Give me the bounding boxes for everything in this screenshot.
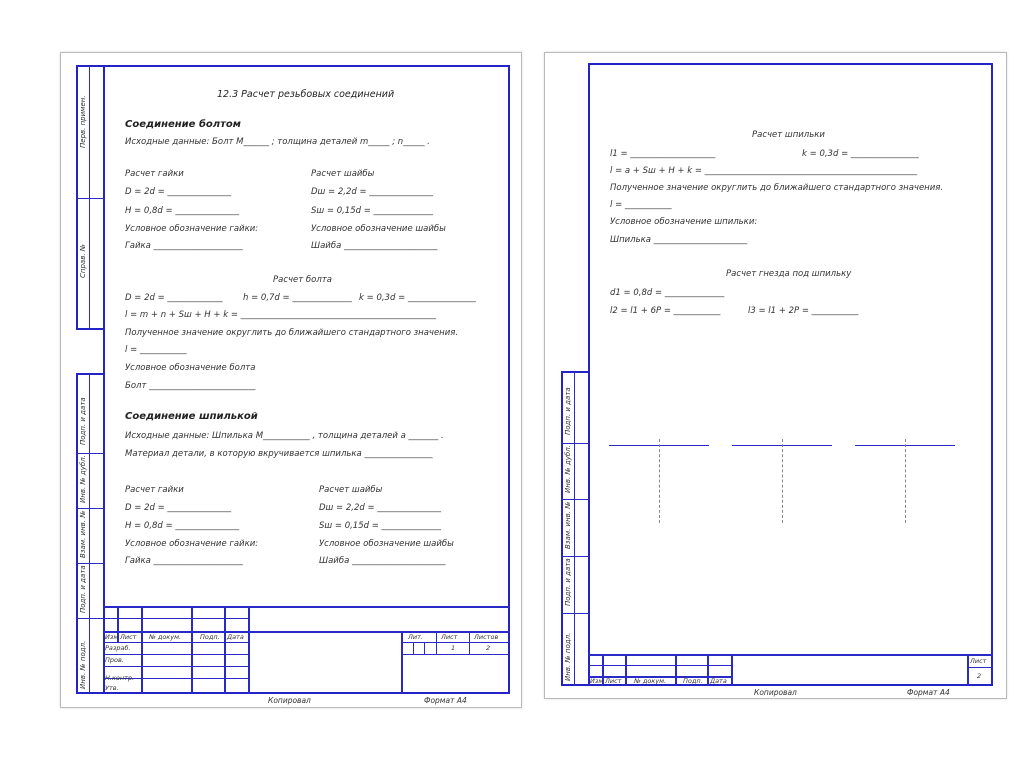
washer-Sw: Sш = 0,15d = ______________ bbox=[311, 206, 434, 216]
stamp-row-approved: Утв. bbox=[105, 684, 119, 692]
side-label: Подп. и дата bbox=[564, 558, 572, 606]
bolt-D: D = 2d = _____________ bbox=[125, 293, 223, 303]
nut-name: Гайка _____________________ bbox=[125, 241, 243, 251]
nut2-designation: Условное обозначение гайки: bbox=[125, 539, 259, 549]
stud-calc-heading: Расчет шпильки bbox=[752, 130, 825, 140]
frame-main bbox=[103, 65, 510, 694]
stamp-row-ncontrol: Н.контр. bbox=[105, 674, 135, 682]
stud-l: l = a + Sш + H + k = __________________________________________________ bbox=[610, 166, 918, 176]
stud-l-value: l = ___________ bbox=[610, 200, 672, 210]
stamp-row-checked: Пров. bbox=[105, 656, 124, 664]
washer2-name: Шайба ______________________ bbox=[319, 556, 446, 566]
washer-designation: Условное обозначение шайбы bbox=[311, 224, 446, 234]
washer-Dw: Dш = 2,2d = _______________ bbox=[311, 187, 434, 197]
stud-input-data: Исходные данные: Шпилька М___________ , толщина деталей a _______ . bbox=[125, 431, 444, 441]
stamp-sheet: Лист bbox=[970, 657, 987, 665]
washer-calc-heading: Расчет шайбы bbox=[311, 169, 375, 179]
stamp-sheet-value: 2 bbox=[977, 672, 982, 680]
washer2-Dw: Dш = 2,2d = _______________ bbox=[319, 503, 442, 513]
stamp-col-list: Лист bbox=[605, 677, 622, 685]
nut-H: H = 0,8d = _______________ bbox=[125, 206, 240, 216]
footer-format: Формат А4 bbox=[907, 688, 950, 697]
stamp-sheets-value: 2 bbox=[486, 644, 491, 652]
washer-name: Шайба ______________________ bbox=[311, 241, 438, 251]
page-2 bbox=[544, 52, 1007, 699]
side-label: Инв. № дубл. bbox=[79, 455, 87, 503]
stud-name: Шпилька ______________________ bbox=[610, 235, 748, 245]
bolt-designation: Условное обозначение болта bbox=[125, 363, 256, 373]
washer2-designation: Условное обозначение шайбы bbox=[319, 539, 454, 549]
stamp-sheet: Лист bbox=[441, 633, 458, 641]
stamp-sheet-value: 1 bbox=[451, 644, 456, 652]
stud-material: Материал детали, в которую вкручивается шпилька ________________ bbox=[125, 449, 433, 459]
page-title: 12.3 Расчет резьбовых соединений bbox=[217, 89, 395, 100]
side-label: Инв. № дубл. bbox=[564, 445, 572, 493]
bolt-h: h = 0,7d = ______________ bbox=[243, 293, 352, 303]
bolt-heading: Соединение болтом bbox=[125, 119, 241, 130]
bolt-calc-heading: Расчет болта bbox=[273, 275, 332, 285]
side-label: Справ. № bbox=[79, 243, 87, 278]
nut2-name: Гайка _____________________ bbox=[125, 556, 243, 566]
stamp-col-sign: Подп. bbox=[683, 677, 703, 685]
stud-round-note: Полученное значение округлить до ближайшего стандартного значения. bbox=[610, 183, 944, 193]
nut-calc-heading: Расчет гайки bbox=[125, 169, 184, 179]
socket-d1: d1 = 0,8d = ______________ bbox=[610, 288, 725, 298]
stud-designation: Условное обозначение шпильки: bbox=[610, 217, 758, 227]
bolt-l: l = m + n + Sш + H + k = ______________________________________________ bbox=[125, 310, 437, 320]
stamp-col-doc: № докум. bbox=[634, 677, 667, 685]
nut2-H: H = 0,8d = _______________ bbox=[125, 521, 240, 531]
side-label: Подп. и дата bbox=[564, 387, 572, 435]
nut2-calc-heading: Расчет гайки bbox=[125, 485, 184, 495]
stamp-lit: Лит. bbox=[408, 633, 423, 641]
side-label: Взам. инв. № bbox=[564, 501, 572, 549]
side-label: Взам. инв. № bbox=[79, 510, 87, 558]
bolt-k: k = 0,3d = ________________ bbox=[359, 293, 476, 303]
side-label: Подп. и дата bbox=[79, 565, 87, 613]
stud-heading: Соединение шпилькой bbox=[125, 411, 258, 422]
nut-D: D = 2d = _______________ bbox=[125, 187, 232, 197]
stamp-col-sign: Подп. bbox=[200, 633, 220, 641]
stamp-row-developer: Разраб. bbox=[105, 644, 131, 652]
bolt-l-value: l = ___________ bbox=[125, 345, 187, 355]
side-label: Инв. № подл. bbox=[564, 632, 572, 681]
stamp-sheets: Листов bbox=[474, 633, 499, 641]
footer-copied: Копировал bbox=[754, 688, 797, 697]
bolt-input-data: Исходные данные: Болт М______ ; толщина деталей m_____ ; n_____ . bbox=[125, 137, 430, 147]
socket-l3: l3 = l1 + 2P = ___________ bbox=[748, 306, 859, 316]
footer-copied: Копировал bbox=[268, 696, 311, 705]
side-label: Перв. примен. bbox=[79, 95, 87, 148]
bolt-round-note: Полученное значение округлить до ближайшего стандартного значения. bbox=[125, 328, 459, 338]
side-label: Подп. и дата bbox=[79, 397, 87, 445]
page-1 bbox=[60, 52, 522, 708]
stud-k: k = 0,3d = ________________ bbox=[802, 149, 919, 159]
stamp-col-izm: Изм bbox=[590, 677, 604, 685]
stamp-col-date: Дата bbox=[710, 677, 727, 685]
footer-format: Формат А4 bbox=[424, 696, 467, 705]
socket-calc-heading: Расчет гнезда под шпильку bbox=[726, 269, 852, 279]
stamp-col-list: Лист bbox=[120, 633, 137, 641]
nut2-D: D = 2d = _______________ bbox=[125, 503, 232, 513]
side-label: Инв. № подл. bbox=[79, 640, 87, 689]
stud-l1: l1 = ____________________ bbox=[610, 149, 716, 159]
stamp-col-izm: Изм bbox=[105, 633, 119, 641]
nut-designation: Условное обозначение гайки: bbox=[125, 224, 259, 234]
washer2-calc-heading: Расчет шайбы bbox=[319, 485, 383, 495]
stamp-col-date: Дата bbox=[227, 633, 244, 641]
socket-l2: l2 = l1 + 6P = ___________ bbox=[610, 306, 721, 316]
bolt-name: Болт _________________________ bbox=[125, 381, 256, 391]
washer2-Sw: Sш = 0,15d = ______________ bbox=[319, 521, 442, 531]
stamp-col-doc: № докум. bbox=[149, 633, 182, 641]
